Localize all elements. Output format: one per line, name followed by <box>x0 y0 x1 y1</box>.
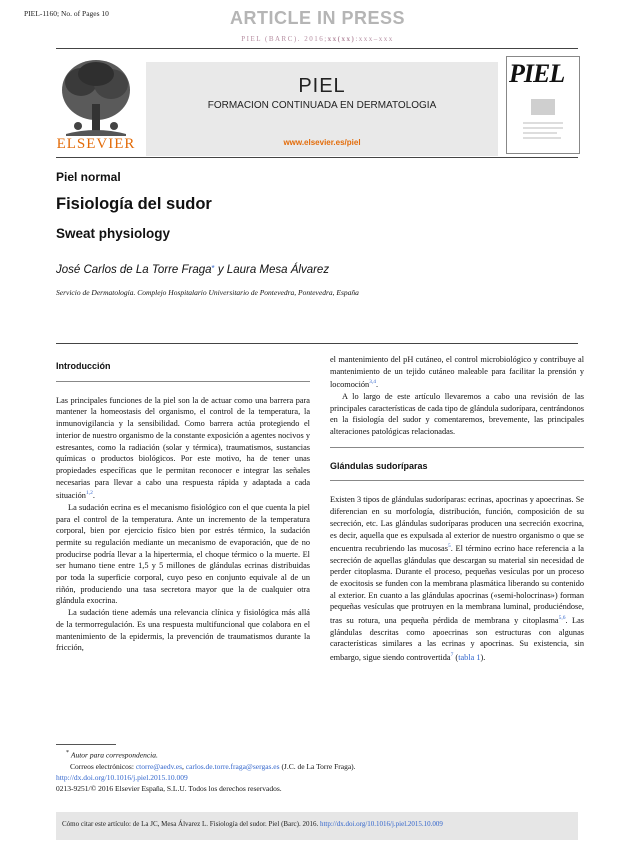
email-owner: (J.C. de La Torre Fraga). <box>279 761 356 771</box>
masthead-bottom-rule <box>56 157 578 158</box>
journal-line-start: PIEL (BARC). 2016; <box>241 35 328 43</box>
article-title-english: Sweat physiology <box>56 226 171 241</box>
heading-introduccion: Introducción <box>56 361 111 371</box>
article-id: PIEL-1160; No. of Pages 10 <box>24 9 109 18</box>
corresponding-author-marker[interactable]: * <box>211 264 215 273</box>
paragraph: A lo largo de este artículo llevaremos a cabo una revisión de las principales características de cada tipo de glándula sudorípara, centrándonos en la fisiología del sudor y comentaremos, brevemente, las principales alteraciones patológicas relacionadas. <box>330 391 584 436</box>
corresponding-label: Autor para correspondencia. <box>70 750 158 760</box>
left-column <box>56 361 310 654</box>
citation-doi-link[interactable]: http://dx.doi.org/10.1016/j.piel.2015.10.009 <box>319 820 443 828</box>
email-label: Correos electrónicos: <box>70 761 136 771</box>
cover-title: PIEL <box>509 59 565 88</box>
corresponding-note: * Autor para correspondencia. <box>66 750 158 760</box>
email-link-1[interactable]: ctorre@aedv.es <box>135 761 182 771</box>
paragraph-text: ( <box>453 652 459 662</box>
reference-link[interactable]: 5,6 <box>558 615 566 622</box>
paragraph <box>330 494 584 663</box>
article-in-press-banner: ARTICLE IN PRESS <box>229 8 406 28</box>
author-2: y Laura Mesa Álvarez <box>214 264 330 276</box>
journal-line-pages: :xxx–xxx <box>355 35 394 43</box>
paragraph-text: ). <box>480 652 486 662</box>
journal-line-volume: xx(xx) <box>327 35 356 43</box>
footnotes <box>56 748 578 794</box>
cover-graphic-icon <box>517 97 569 145</box>
reference-link[interactable]: 1,2 <box>85 490 93 497</box>
citation-text <box>62 820 443 828</box>
reference-link[interactable]: 5 <box>447 543 451 550</box>
journal-subtitle: FORMACION CONTINUADA EN DERMATOLOGIA <box>207 100 437 111</box>
journal-citation-line <box>0 35 635 43</box>
paragraph: La sudación tiene además una relevancia clínica y fisiológica más allá de la termorregulación. Es una respuesta multifuncional que colabora en el mantenimiento de la epidermis, la prevención de traumatismos durante la fricción, <box>56 608 310 653</box>
paragraph-text: Las principales funciones de la piel son la de actuar como una barrera para mantener la homeostasis del organismo, el control de la temperatura, la inmunovigilancia y la sensibilidad. Como barrera actúa protegiendo el interior de nuestro organismo de la constante exposición a agentes nocivos y estresantes, como la radiación (solar y térmica), traumatismos, sustancias químicas o productos biológicos. Por este motivo, ha de tener unas propiedades específicas que le permitan reconocer e integrar las señales necesarias para llevar a cabo una respuesta rápida y adaptada a cada situación <box>56 395 310 501</box>
elsevier-wordmark: ELSEVIER <box>56 136 136 152</box>
email-line <box>56 761 578 772</box>
heading-rule <box>330 480 584 481</box>
paragraph-text: el mantenimiento del pH cutáneo, el control microbiológico y contribuye al mantenimiento de un tejido cutáneo maleable para facilitar la prensión y locomoción <box>330 355 584 390</box>
journal-url-link[interactable]: www.elsevier.es/piel <box>283 138 361 147</box>
section-label: Piel normal <box>56 170 121 184</box>
heading-rule <box>56 381 310 382</box>
section-rule <box>330 447 584 448</box>
journal-cover-thumbnail <box>506 56 580 154</box>
citation-label: Cómo citar este artículo: de La JC, Mesa Álvarez L. Fisiología del sudor. Piel (Barc). 2016. <box>62 820 320 828</box>
footnote-rule <box>56 744 116 745</box>
email-link-2[interactable]: carlos.de.torre.fraga@sergas.es <box>185 761 280 771</box>
affiliation: Servicio de Dermatología. Complejo Hospitalario Universitario de Pontevedra, Pontevedra, España <box>56 288 359 297</box>
reference-link[interactable]: 7 <box>450 652 454 659</box>
doi-link[interactable]: http://dx.doi.org/10.1016/j.piel.2015.10.009 <box>56 772 188 782</box>
right-column <box>330 354 584 664</box>
author-1: José Carlos de La Torre Fraga <box>56 264 212 276</box>
article-title-spanish: Fisiología del sudor <box>56 195 212 213</box>
table-1-link[interactable]: tabla 1 <box>458 652 481 662</box>
journal-title: PIEL <box>298 75 346 97</box>
header-rule <box>56 48 578 49</box>
email-separator: , <box>182 761 186 771</box>
paragraph-text: Existen 3 tipos de glándulas sudoríparas: ecrinas, apocrinas y apoecrinas. Se diferencian en su morfología, distribución, función, composición de su secreción, etc. Las glándulas sudoríparas producen una secreción exocrina, es decir, aquella que es expulsada al exterior de nuestro organismo o que se encuentra recubriendo las mucosas <box>330 495 584 553</box>
paragraph: Las principales funciones de la piel son la de actuar como una barrera para mantener la homeostasis del organismo, el control de la temperatura, la inmunovigilancia y la sensibilidad. Como barrera actúa protegiendo el interior de nuestro organismo de la constante exposición a agentes nocivos y estresantes, como la radiación (solar y térmica), traumatismos, sustancias químicas o productos biológicos. Por este motivo, ha de tener unas propiedades específicas que le permitan reconocer e integrar las señales necesarias para llevar a cabo una respuesta rápida y adaptada a cada situación$^{1,2}$. <box>56 395 310 501</box>
author-list <box>56 264 329 276</box>
paragraph: La sudación ecrina es el mecanismo fisiológico con el que cuenta la piel para el control de la temperatura. Ante un incremento de la temperatura corporal, bien por ejercicio físico bien por estrés térmico, la sudación permite su regulación mediante un mecanismo de evaporación, que de no producirse podría llevar a la hipertermia, el choque térmico o la muerte. El ser humano tiene entre 1,5 y 5 millones de glándulas ecrinas distribuidas por toda la superficie corporal, cuyo peso en conjunto equivale al de un riñón, produciendo una tasa secretora mayor que la de cualquier otra glándula exocrina. <box>56 502 310 606</box>
heading-glandulas: Glándulas sudoríparas <box>330 460 428 471</box>
paragraph-text: . El término ecrino hace referencia a la secreción de aquellas glándulas que descargan su material sin necesidad de perder citoplasma. Durante el proceso, pequeñas vesículas por un proceso de exocitosis se funden con la membrana plasmática liberando su contenido al exterior. En cuanto a las glándulas apocrinas («semi-holocrinas») forman pequeñas vesículas que protruyen en la membrana luminal, produciéndose, tras su rotura, una pequeña pérdida de membrana y citoplasma <box>330 543 584 625</box>
reference-link[interactable]: 3,4 <box>369 379 377 386</box>
body-top-rule <box>56 343 578 344</box>
copyright: 0213-9251/© 2016 Elsevier España, S.L.U. Todos los derechos reservados. <box>56 783 282 793</box>
paragraph: el mantenimiento del pH cutáneo, el control microbiológico y contribuye al mantenimiento de un tejido cutáneo maleable para facilitar la prensión y locomoción$^{3,4}$. <box>330 355 584 390</box>
paragraph-text: . Las glándulas descritas como apoecrinas son estructuras con algunas características similares a las ecrinas y apocrinas. Su existencia, sin embargo, sigue siendo controvertida <box>330 615 584 662</box>
